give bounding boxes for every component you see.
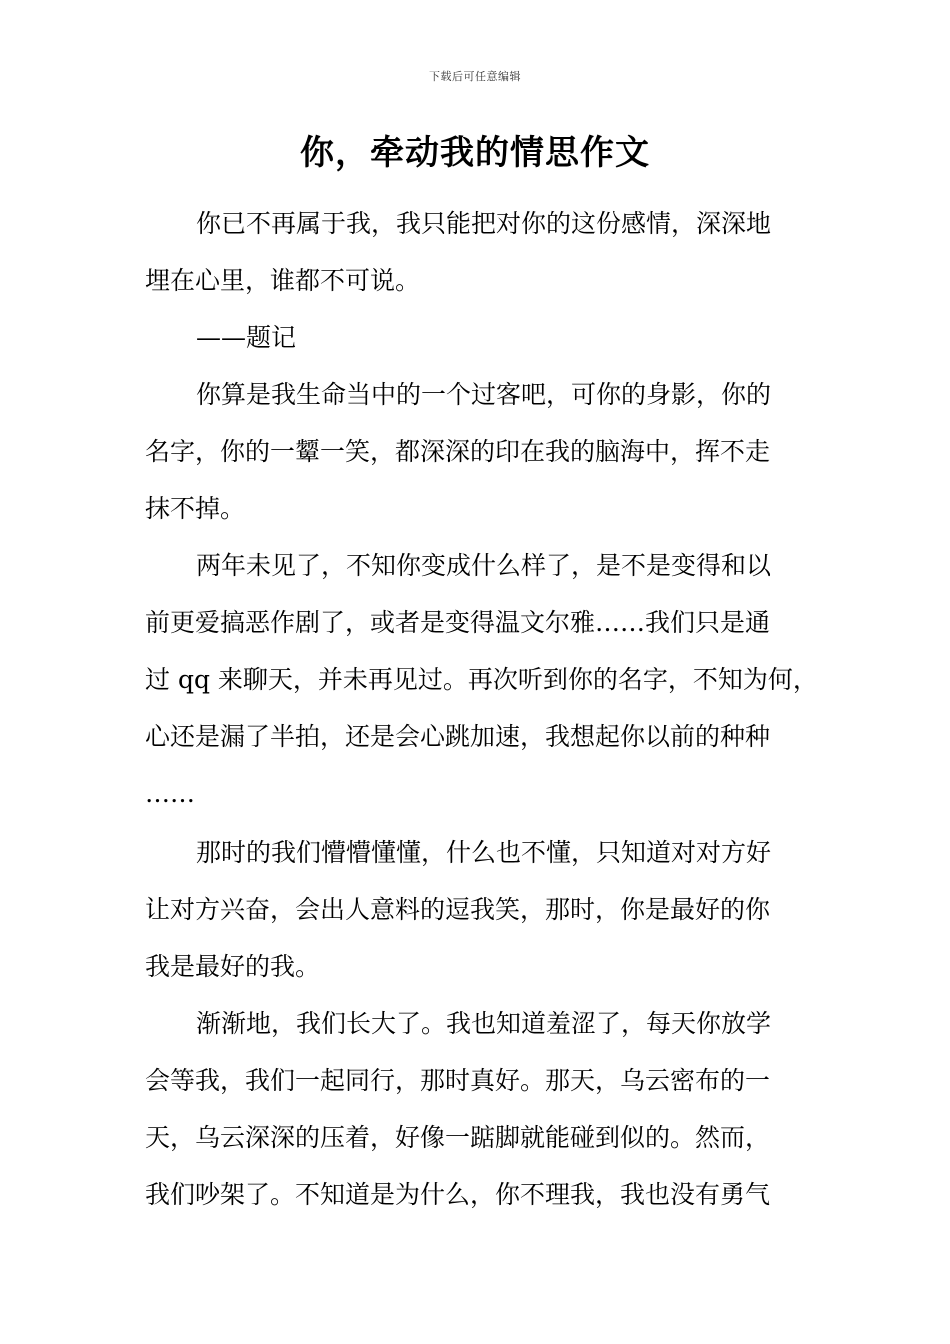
body-line: 渐渐地，我们长大了。我也知道羞涩了，每天你放学	[196, 1009, 772, 1038]
body-line: 会等我，我们一起同行，那时真好。那天，乌云密布的一	[145, 1066, 771, 1095]
body-line: ……	[145, 779, 195, 808]
body-line: 天，乌云深深的压着，好像一踮脚就能碰到似的。然而，	[145, 1123, 771, 1152]
body-line: ——题记	[196, 323, 297, 352]
body-line: 埋在心里，谁都不可说。	[145, 266, 421, 295]
body-line: 那时的我们懵懵懂懂，什么也不懂，只知道对对方好	[196, 838, 772, 867]
body-line: 过 qq 来聊天，并未再见过。再次听到你的名字，不知为何，	[145, 665, 818, 694]
body-line: 抹不掉。	[145, 494, 246, 523]
body-line: 前更爱搞恶作剧了，或者是变得温文尔雅……我们只是通	[145, 608, 771, 637]
body-line: 两年未见了，不知你变成什么样了，是不是变得和以	[196, 551, 772, 580]
body-line: 我们吵架了。不知道是为什么，你不理我，我也没有勇气	[145, 1180, 771, 1209]
body-line: 你已不再属于我，我只能把对你的这份感情，深深地	[196, 209, 772, 238]
header-note: 下载后可任意编辑	[429, 70, 521, 83]
body-line: 心还是漏了半拍，还是会心跳加速，我想起你以前的种种	[145, 722, 771, 751]
body-line: 你算是我生命当中的一个过客吧，可你的身影，你的	[196, 380, 772, 409]
body-line: 名字，你的一颦一笑，都深深的印在我的脑海中，挥不走	[145, 437, 771, 466]
body-line: 让对方兴奋，会出人意料的逗我笑，那时，你是最好的你	[145, 895, 771, 924]
document-title: 你，牵动我的情思作文	[300, 133, 650, 173]
body-line: 我是最好的我。	[145, 952, 321, 981]
